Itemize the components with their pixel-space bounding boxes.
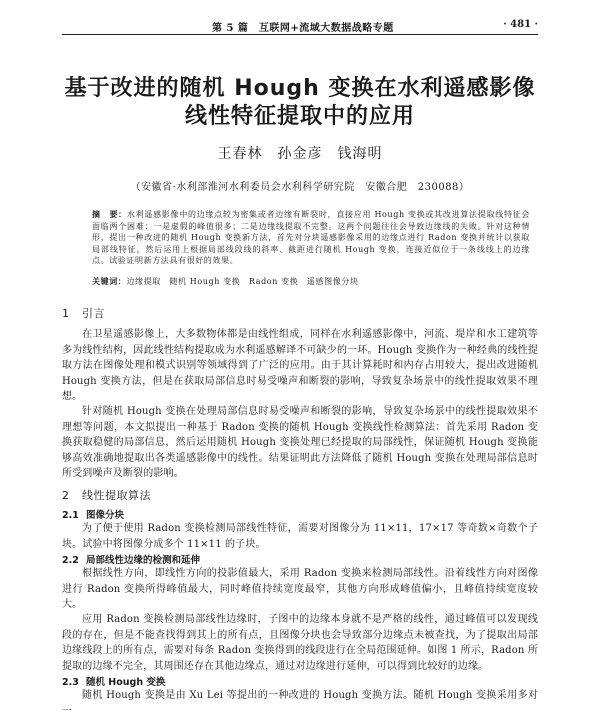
section-2-heading bbox=[62, 487, 151, 503]
title-line-1: 基于改进的随机 Hough 变换在水利遥感影像 bbox=[64, 76, 536, 101]
authors: 王春林 孙金彦 钱海明 bbox=[217, 146, 383, 162]
paragraph-radon-detection: 根据线性方向，即线性方向的投影值最大，采用 Radon 变换来检测局部线性。沿着线性方向对图像进行 Radon 变换所得峰值最大，同时峰值持续宽度最窄，其他方向形成峰值偏小，且峰值持续宽度较大。 bbox=[62, 568, 538, 610]
subsection-title: 图像分块 bbox=[86, 510, 125, 521]
abstract-text: 水利遥感影像中的边缘点较为密集或者边缘有断裂时，直接应用 Hough 变换或其改进算法提取线特征会面临两个困难：一是虚假的峰值很多；二是边缘线提取不完整。这两个问题往往会导致边缘线的失败。针对这种情形，提出一种改进的随机 Hough 变换新方法，首先对分块遥感影像采用的边缘点进行 Radon 变换并统计以获取局部线特征，然后运用上根据局部线段线的斜率、截距进行随机 Hough 变换，连接近似位于一条线线上的边缘点。试验证明新方法具有很好的效果。 bbox=[92, 210, 530, 265]
paragraph-intro-1: 在卫星遥感影像上，大多数物体都是由线性组成，同样在水利遥感影像中，河流、堤岸和水工建筑等多为线性结构，因此线性结构提取成为水利遥感解译不可缺少的一环。Hough 变换作为一种经典的线性提取方法在图像处理和模式识别等领域得到了广泛的应用。由于其计算耗时和内存占用较大，提出改进随机 Hough 变换方法，但是在获取局部信息时易受噪声和断裂的影响，导致复杂场景中的线性提取效果不理想。 bbox=[62, 329, 538, 402]
subsection-number: 2.3 bbox=[62, 677, 79, 688]
title-line-2: 线性特征提取中的应用 bbox=[184, 104, 415, 129]
abstract bbox=[92, 209, 530, 267]
subsection-2-3-heading bbox=[62, 674, 165, 688]
subsection-title: 局部线性边缘的检测和延伸 bbox=[86, 555, 201, 566]
keywords bbox=[92, 276, 530, 287]
section-title: 引言 bbox=[82, 307, 105, 320]
paragraph-image-tiling: 为了便于使用 Radon 变换检测局部线性特征，需要对图像分为 11×11，17×17 等奇数×奇数个子块。试验中将图像分成多个 11×11 的子块。 bbox=[62, 523, 538, 550]
section-1-heading bbox=[62, 305, 105, 321]
subsection-2-2-heading bbox=[62, 552, 200, 566]
subsection-number: 2.1 bbox=[62, 510, 79, 521]
subsection-2-1-heading bbox=[62, 507, 124, 521]
section-title: 线性提取算法 bbox=[82, 489, 151, 502]
section-number: 1 bbox=[62, 307, 70, 320]
keywords-text: 边缘提取 随机 Hough 变换 Radon 变换 遥感图像分块 bbox=[126, 277, 359, 286]
subsection-title: 随机 Hough 变换 bbox=[86, 677, 166, 688]
keywords-label: 关键词： bbox=[92, 276, 127, 286]
running-header bbox=[62, 18, 538, 35]
abstract-label: 摘 要： bbox=[92, 209, 127, 219]
paragraph-edge-extension: 应用 Radon 变换检测局部线性边缘时，子图中的边缘本身就不是严格的线性，通过峰值可以发现线段的存在，但是不能查找得到其上的所有点，且图像分块也会导致部分边缘点未被查找，为了提取出局部边缘线段上的所有点，需要对每条 Radon 变换得到的线段进行在全局范围延伸。如图 1 所示，Radon 所提取的边缘不完全，其周围还存在其他边缘点，通过对边缘进行延伸，可以得到比较好的边缘。 bbox=[62, 614, 538, 672]
section-number: 2 bbox=[62, 489, 70, 502]
page-number: · 481 · bbox=[503, 19, 538, 30]
affiliation: （安徽省·水利部淮河水利委员会水利科学研究院 安徽合肥 230088） bbox=[130, 182, 470, 193]
paragraph-intro-2: 针对随机 Hough 变换在处理局部信息时易受噪声和断裂的影响，导致复杂场景中的线性提取效果不理想等问题，本文拟提出一种基于 Radon 变换的随机 Hough 变换线性检测算法：首先采用 Radon 变换获取稳健的局部信息，然后运用随机 Hough 变换处理已经提取的局部线性，保证随机 Hough 变换能够高效准确地提取出各类遥感影像中的线性。结果证明此方法降低了随机 Hough 变换在处理局部信息时所受到噪声及断裂的影响。 bbox=[62, 406, 538, 479]
paragraph-random-hough: 随机 Hough 变换是由 Xu Lei 等提出的一种改进的 Hough 变换方法。随机 Hough 变换采用多对一 bbox=[62, 690, 538, 717]
subsection-number: 2.2 bbox=[62, 555, 79, 566]
header-journal: 第 5 篇 互联网+流域大数据战略专题 bbox=[212, 23, 394, 34]
